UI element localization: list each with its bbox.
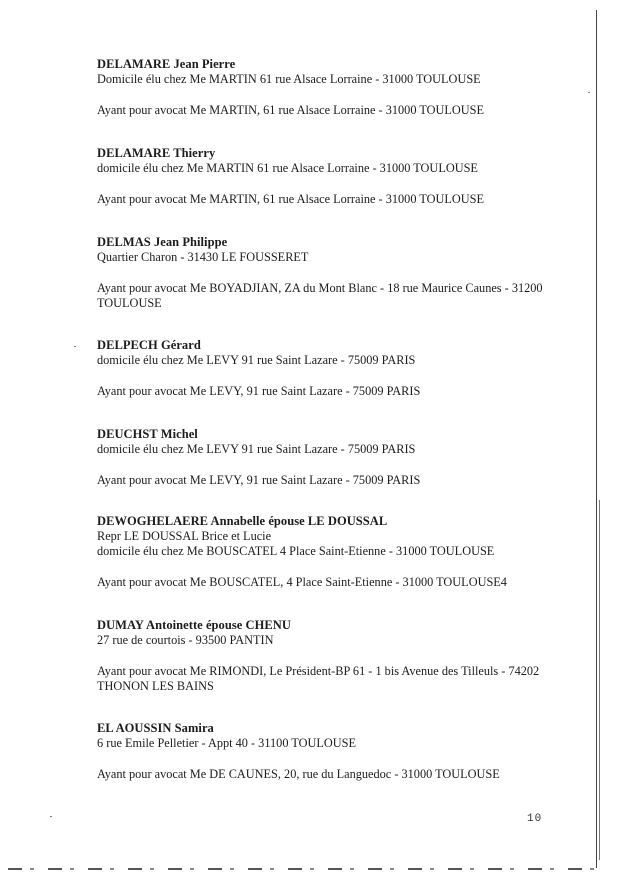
party-lawyer: Ayant pour avocat Me LEVY, 91 rue Saint Lazare - 75009 PARIS xyxy=(97,384,421,398)
party-lawyer: Ayant pour avocat Me LEVY, 91 rue Saint Lazare - 75009 PARIS xyxy=(97,473,421,487)
party-address: 27 rue de courtois - 93500 PANTIN xyxy=(97,633,274,647)
party-name: DELPECH Gérard xyxy=(97,338,201,352)
party-entry xyxy=(97,146,557,207)
party-name: DEUCHST Michel xyxy=(97,427,198,441)
party-name: DELAMARE Jean Pierre xyxy=(97,57,236,71)
scan-speck xyxy=(74,346,76,347)
party-lawyer: Ayant pour avocat Me BOUSCATEL, 4 Place Saint-Etienne - 31000 TOULOUSE4 xyxy=(97,575,507,589)
party-entry xyxy=(97,618,557,694)
party-entry xyxy=(97,235,557,311)
party-address: Quartier Charon - 31430 LE FOUSSERET xyxy=(97,250,309,264)
party-entry xyxy=(97,57,557,118)
party-representative: Repr LE DOUSSAL Brice et Lucie xyxy=(97,529,272,543)
party-entry xyxy=(97,721,557,782)
party-lawyer: Ayant pour avocat Me MARTIN, 61 rue Alsace Lorraine - 31000 TOULOUSE xyxy=(97,103,484,117)
party-entry xyxy=(97,514,557,590)
scan-speck xyxy=(50,816,52,817)
party-name: DELAMARE Thierry xyxy=(97,146,216,160)
party-address: domicile élu chez Me LEVY 91 rue Saint Lazare - 75009 PARIS xyxy=(97,353,416,367)
party-lawyer: Ayant pour avocat Me RIMONDI, Le Président-BP 61 - 1 bis Avenue des Tilleuls - 74202 THONON LES BAINS xyxy=(97,664,540,693)
party-lawyer: Ayant pour avocat Me MARTIN, 61 rue Alsace Lorraine - 31000 TOULOUSE xyxy=(97,192,484,206)
party-name: DEWOGHELAERE Annabelle épouse LE DOUSSAL xyxy=(97,514,388,528)
party-name: EL AOUSSIN Samira xyxy=(97,721,214,735)
party-address: domicile élu chez Me LEVY 91 rue Saint Lazare - 75009 PARIS xyxy=(97,442,416,456)
party-lawyer: Ayant pour avocat Me BOYADJIAN, ZA du Mont Blanc - 18 rue Maurice Caunes - 31200 TOULOUSE xyxy=(97,281,543,310)
party-address: Domicile élu chez Me MARTIN 61 rue Alsace Lorraine - 31000 TOULOUSE xyxy=(97,72,481,86)
party-entry xyxy=(97,427,557,488)
scan-edge-line xyxy=(599,500,600,860)
party-name: DELMAS Jean Philippe xyxy=(97,235,228,249)
scan-bottom-edge xyxy=(8,868,598,870)
party-address: 6 rue Emile Pelletier - Appt 40 - 31100 TOULOUSE xyxy=(97,736,356,750)
party-address: domicile élu chez Me MARTIN 61 rue Alsace Lorraine - 31000 TOULOUSE xyxy=(97,161,478,175)
scan-speck xyxy=(588,92,590,93)
scan-edge-line xyxy=(596,10,597,868)
page-number: 10 xyxy=(527,813,543,825)
party-name: DUMAY Antoinette épouse CHENU xyxy=(97,618,291,632)
party-lawyer: Ayant pour avocat Me DE CAUNES, 20, rue du Languedoc - 31000 TOULOUSE xyxy=(97,767,500,781)
party-entry xyxy=(97,338,557,399)
party-address: domicile élu chez Me BOUSCATEL 4 Place Saint-Etienne - 31000 TOULOUSE xyxy=(97,544,495,558)
